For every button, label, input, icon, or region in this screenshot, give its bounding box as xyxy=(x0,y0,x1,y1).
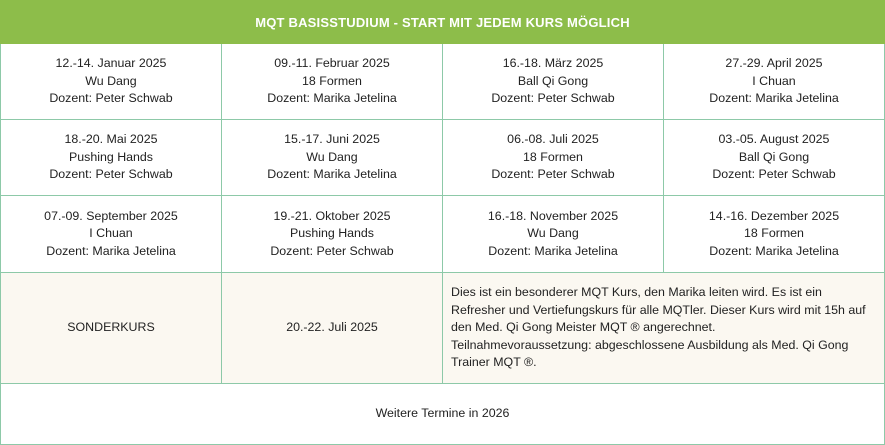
course-cell xyxy=(0,196,222,273)
course-date: 06.-08. Juli 2025 xyxy=(507,132,599,147)
course-cell xyxy=(222,44,443,120)
course-date: 16.-18. März 2025 xyxy=(502,56,604,71)
description-line: Dies ist ein besonderer MQT Kurs, den Marika leiten wird. Es ist ein xyxy=(451,285,822,300)
table-title: MQT BASISSTUDIUM - START MIT JEDEM KURS MÖGLICH xyxy=(255,14,630,30)
course-info xyxy=(267,131,396,184)
special-course-label: SONDERKURS xyxy=(67,320,155,335)
course-cell xyxy=(664,44,885,120)
course-info xyxy=(491,55,614,108)
course-info xyxy=(267,55,396,108)
course-cell xyxy=(664,120,885,196)
course-title: Ball Qi Gong xyxy=(738,149,810,164)
course-cell xyxy=(222,196,443,273)
description-line: Refresher und Vertiefungskurs für alle MQTler. Dieser Kurs wird mit 15h auf xyxy=(451,302,866,317)
course-info xyxy=(44,208,178,261)
special-course-description xyxy=(451,284,866,372)
course-teacher: Dozent: Peter Schwab xyxy=(49,167,173,182)
course-cell xyxy=(443,196,664,273)
course-info xyxy=(49,55,172,108)
course-info xyxy=(491,131,614,184)
course-title: Wu Dang xyxy=(306,149,358,164)
course-teacher: Dozent: Peter Schwab xyxy=(712,167,836,182)
course-title: 18 Formen xyxy=(523,149,583,164)
course-teacher: Dozent: Marika Jetelina xyxy=(46,243,176,258)
course-info xyxy=(488,208,618,261)
course-title: Wu Dang xyxy=(85,73,137,88)
course-title: 18 Formen xyxy=(744,226,804,241)
table-header xyxy=(0,0,885,44)
special-course-date-cell xyxy=(222,273,443,384)
course-date: 16.-18. November 2025 xyxy=(487,208,619,223)
course-cell xyxy=(664,196,885,273)
description-line: Teilnahmevoraussetzung: abgeschlossene Ausbildung als Med. Qi Gong xyxy=(451,337,849,352)
course-title: I Chuan xyxy=(752,73,796,88)
special-course-date: 20.-22. Juli 2025 xyxy=(286,320,378,335)
course-title: Pushing Hands xyxy=(289,226,375,241)
course-date: 27.-29. April 2025 xyxy=(725,56,823,71)
course-date: 15.-17. Juni 2025 xyxy=(284,132,380,147)
course-title: 18 Formen xyxy=(302,73,362,88)
description-line: Trainer MQT ®. xyxy=(451,355,537,370)
description-line: den Med. Qi Gong Meister MQT ® angerechnet. xyxy=(451,320,716,335)
course-info xyxy=(709,208,839,261)
course-date: 14.-16. Dezember 2025 xyxy=(708,208,840,223)
course-date: 18.-20. Mai 2025 xyxy=(64,132,158,147)
course-info xyxy=(709,55,838,108)
course-teacher: Dozent: Marika Jetelina xyxy=(488,243,618,258)
course-info xyxy=(49,131,172,184)
course-title: Wu Dang xyxy=(527,226,579,241)
course-date: 03.-05. August 2025 xyxy=(718,132,830,147)
course-cell xyxy=(443,44,664,120)
course-title: I Chuan xyxy=(89,226,133,241)
course-cell xyxy=(0,44,222,120)
course-teacher: Dozent: Peter Schwab xyxy=(49,91,173,106)
special-course-description-cell xyxy=(443,273,885,384)
course-teacher: Dozent: Marika Jetelina xyxy=(709,91,839,106)
course-teacher: Dozent: Peter Schwab xyxy=(491,167,615,182)
course-teacher: Dozent: Peter Schwab xyxy=(270,243,394,258)
course-info xyxy=(270,208,393,261)
course-title: Ball Qi Gong xyxy=(517,73,589,88)
course-teacher: Dozent: Marika Jetelina xyxy=(267,91,397,106)
course-cell xyxy=(0,120,222,196)
course-date: 09.-11. Februar 2025 xyxy=(274,56,390,71)
course-date: 07.-09. September 2025 xyxy=(44,208,178,223)
special-course-label-cell xyxy=(0,273,222,384)
course-title: Pushing Hands xyxy=(68,149,154,164)
footer-text: Weitere Termine in 2026 xyxy=(375,406,510,421)
course-teacher: Dozent: Marika Jetelina xyxy=(709,243,839,258)
course-info xyxy=(712,131,835,184)
course-teacher: Dozent: Peter Schwab xyxy=(491,91,615,106)
course-teacher: Dozent: Marika Jetelina xyxy=(267,167,397,182)
course-cell xyxy=(222,120,443,196)
course-date: 12.-14. Januar 2025 xyxy=(55,56,167,71)
course-cell xyxy=(443,120,664,196)
course-date: 19.-21. Oktober 2025 xyxy=(273,208,391,223)
footer-cell xyxy=(0,384,885,445)
